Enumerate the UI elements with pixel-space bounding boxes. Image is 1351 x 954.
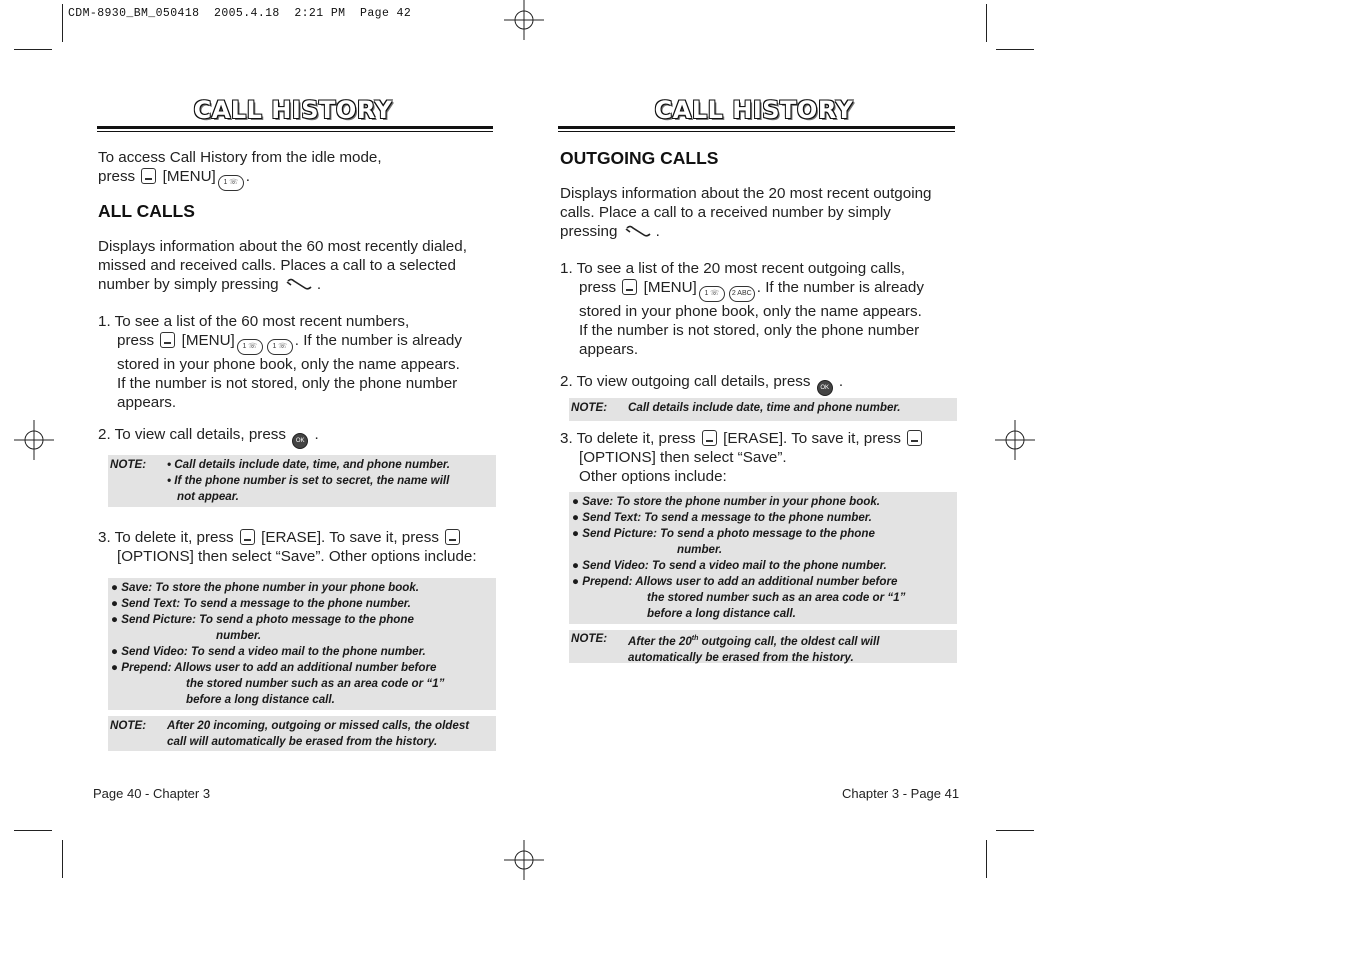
registration-mark-icon [14, 420, 54, 460]
crop-mark [14, 49, 52, 50]
page-footer: Page 40 - Chapter 3 [93, 786, 211, 801]
section-description: Displays information about the 20 most recent outgoing calls. Place a call to a received number by simply pressing . [560, 185, 932, 240]
one-key-icon: 1 ☏ [237, 339, 263, 355]
step-1: 1. To see a list of the 20 most recent outgoing calls, press [MENU] 1 ☏ 2 ABC . If the number is already stored in your phone book, only the name appears. If the number is not stored, only the phone number appears. [560, 260, 924, 358]
crop-mark [986, 840, 987, 878]
step-2: 2. To view outgoing call details, press OK . [560, 372, 960, 396]
two-key-icon: 2 ABC [729, 286, 755, 302]
ok-key-icon: OK [292, 433, 308, 449]
note-box: NOTE: Call details include date, time and phone number. [569, 398, 957, 421]
option-item: ● Send Picture: To send a photo message to the phone [572, 527, 875, 540]
send-key-icon [285, 276, 315, 292]
note-box: NOTE: • Call details include date, time, and phone number. • If the phone number is set to secret, the name will not appear. [108, 455, 496, 507]
registration-mark-icon [504, 840, 544, 880]
options-box: ● Save: To store the phone number in your phone book. ● Send Text: To send a message to the phone number. ● Send Picture: To send a photo message to the phone number. ● Send Video: To send a video mail to the phone number. ● Prepend: Allows user to add an additional number before the stored number such as an area code or “1” before a long distance call. [108, 578, 496, 710]
left-soft-key-icon [445, 529, 460, 545]
registration-mark-icon [995, 420, 1035, 460]
title-rule [97, 126, 493, 129]
left-soft-key-icon [141, 168, 156, 184]
page-footer: Chapter 3 - Page 41 [842, 786, 960, 801]
note-label: NOTE: [110, 458, 147, 471]
page-title: CALL HISTORY [654, 96, 854, 124]
step-1: 1. To see a list of the 60 most recent numbers, press [MENU] 1 ☏ 1 ☏ . If the number is already stored in your phone book, only the name appears. If the number is not stored, only the phone number appears. [98, 313, 462, 411]
print-slug: CDM-8930_BM_050418 2005.4.18 2:21 PM Page 42 [68, 7, 412, 20]
crop-mark [996, 49, 1034, 50]
ok-key-icon: OK [817, 380, 833, 396]
option-item: ● Save: To store the phone number in your phone book. [572, 495, 881, 508]
option-item: ● Send Video: To send a video mail to the phone number. [111, 645, 426, 658]
one-key-icon: 1 ☏ [218, 175, 244, 191]
step-3: 3. To delete it, press [ERASE]. To save it, press [OPTIONS] then select “Save”. Other options include: [98, 529, 477, 565]
crop-mark [986, 4, 987, 42]
option-item: ● Send Text: To send a message to the phone number. [111, 597, 411, 610]
option-item: ● Save: To store the phone number in your phone book. [111, 581, 420, 594]
page-title: CALL HISTORY [193, 96, 393, 124]
option-item: ● Send Video: To send a video mail to the phone number. [572, 559, 887, 572]
crop-mark [14, 830, 52, 831]
registration-mark-icon [504, 0, 544, 40]
crop-mark [62, 840, 63, 878]
option-item: ● Send Text: To send a message to the phone number. [572, 511, 872, 524]
title-rule [558, 126, 955, 129]
step-3: 3. To delete it, press [ERASE]. To save it, press [OPTIONS] then select “Save”. Other options include: [560, 429, 960, 486]
option-item: ● Send Picture: To send a photo message to the phone [111, 613, 414, 626]
one-key-icon: 1 ☏ [699, 286, 725, 302]
note-label: NOTE: [571, 401, 608, 414]
section-description: Displays information about the 60 most recently dialed, missed and received calls. Places a call to a selected number by simply pressing . [98, 238, 467, 293]
crop-mark [996, 830, 1034, 831]
right-soft-key-icon [702, 430, 717, 446]
left-soft-key-icon [160, 332, 175, 348]
note-label: NOTE: [571, 632, 608, 645]
title-rule [97, 131, 493, 132]
section-heading: OUTGOING CALLS [560, 148, 719, 168]
right-soft-key-icon [240, 529, 255, 545]
section-heading: ALL CALLS [98, 201, 195, 221]
left-soft-key-icon [907, 430, 922, 446]
left-soft-key-icon [622, 279, 637, 295]
note-box: NOTE: After the 20th outgoing call, the oldest call will automatically be erased from the history. [569, 630, 957, 663]
options-box: ● Save: To store the phone number in your phone book. ● Send Text: To send a message to the phone number. ● Send Picture: To send a photo message to the phone number. ● Send Video: To send a video mail to the phone number. ● Prepend: Allows user to add an additional number before the stored number such as an area code or “1” before a long distance call. [569, 492, 957, 624]
step-2: 2. To view call details, press OK . [98, 425, 498, 449]
option-item: ● Prepend: Allows user to add an additional number before [111, 661, 437, 674]
note-label: NOTE: [110, 719, 147, 732]
intro-text: To access Call History from the idle mode, press [MENU] 1 ☏ . [98, 148, 498, 191]
send-key-icon [624, 223, 654, 239]
note-box: NOTE: After 20 incoming, outgoing or missed calls, the oldest call will automatically be erased from the history. [108, 716, 496, 751]
option-item: ● Prepend: Allows user to add an additional number before [572, 575, 898, 588]
title-rule [558, 131, 955, 132]
one-key-icon: 1 ☏ [267, 339, 293, 355]
crop-mark [62, 4, 63, 42]
